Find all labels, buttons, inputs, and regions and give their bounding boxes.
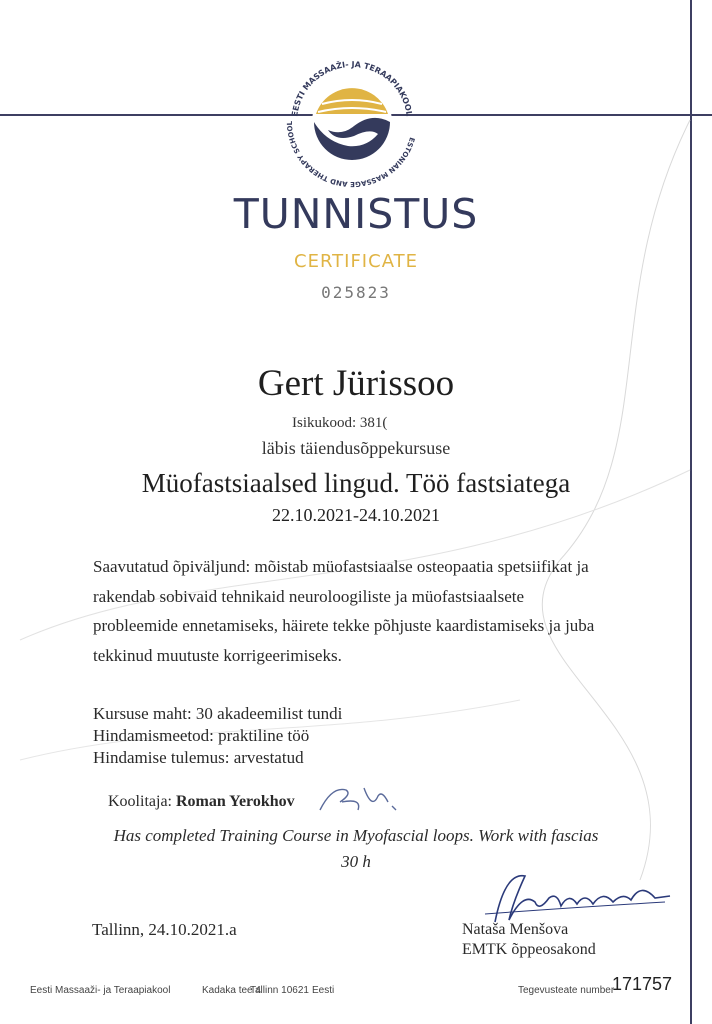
recipient-id-code: Isikukood: 381( [292, 415, 388, 431]
course-title: Müofastsiaalsed lingud. Töö fastsiatega [141, 468, 571, 498]
outcome-line: probleemide ennetamiseks, häirete tekke põhjuste kaardistamiseks ja juba [93, 616, 595, 635]
logo-ring-text-bottom: ESTONIAN MASSAGE AND THERAPY SCHOOL [285, 120, 416, 189]
signer-name: Nataša Menšova [462, 921, 569, 938]
certificate-number: 025823 [321, 283, 391, 302]
place-and-date: Tallinn, 24.10.2021.a [92, 920, 237, 939]
outcome-line: tekkinud muutuste korrigeerimiseks. [93, 645, 342, 665]
school-logo [282, 52, 422, 192]
footer-license-number: 171757 [612, 974, 673, 994]
footer-license-label: Tegevusteate number [518, 985, 615, 996]
footer-city: Tallinn 10621 [250, 985, 309, 996]
english-hours: 30 h [341, 852, 371, 871]
course-intro: läbis täiendusõppekursuse [261, 438, 451, 458]
certificate-subtitle: CERTIFICATE [294, 251, 418, 272]
trainer-name: Roman Yerokhov [175, 793, 295, 810]
certificate-title: TUNNISTUS [233, 190, 479, 238]
footer-school-name: Eesti Massaaži- ja Teraapiakool [30, 985, 171, 996]
course-volume: Kursuse maht: 30 akadeemilist tundi [93, 704, 343, 723]
trainer-signature [312, 780, 412, 820]
learning-outcome [93, 552, 633, 670]
english-completion-line: Has completed Training Course in Myofascial loops. Work with fascias [113, 826, 599, 845]
recipient-name: Gert Jürissoo [257, 363, 455, 404]
outcome-line: Saavutatud õpiväljund: mõistab müofastsiaalse osteopaatia spetsiifikat ja [93, 557, 589, 576]
trainer-label: Koolitaja: [108, 793, 172, 810]
signer-department: EMTK õppeosakond [462, 941, 596, 958]
footer-street: Kadaka tee 4 [202, 985, 261, 996]
assessment-result: Hindamise tulemus: arvestatud [93, 748, 304, 767]
assessment-method: Hindamismeetod: praktiline töö [93, 726, 310, 745]
trainer-line [108, 793, 295, 811]
course-dates: 22.10.2021-24.10.2021 [272, 505, 440, 525]
footer-country: Eesti [312, 985, 335, 996]
outcome-line: rakendab sobivaid tehnikaid neuroloogiliste ja müofastsiaalsete [93, 586, 525, 606]
logo-ring-text-top: EESTI MASSAAŽI- JA TERAAPIAKOOL [290, 59, 414, 118]
